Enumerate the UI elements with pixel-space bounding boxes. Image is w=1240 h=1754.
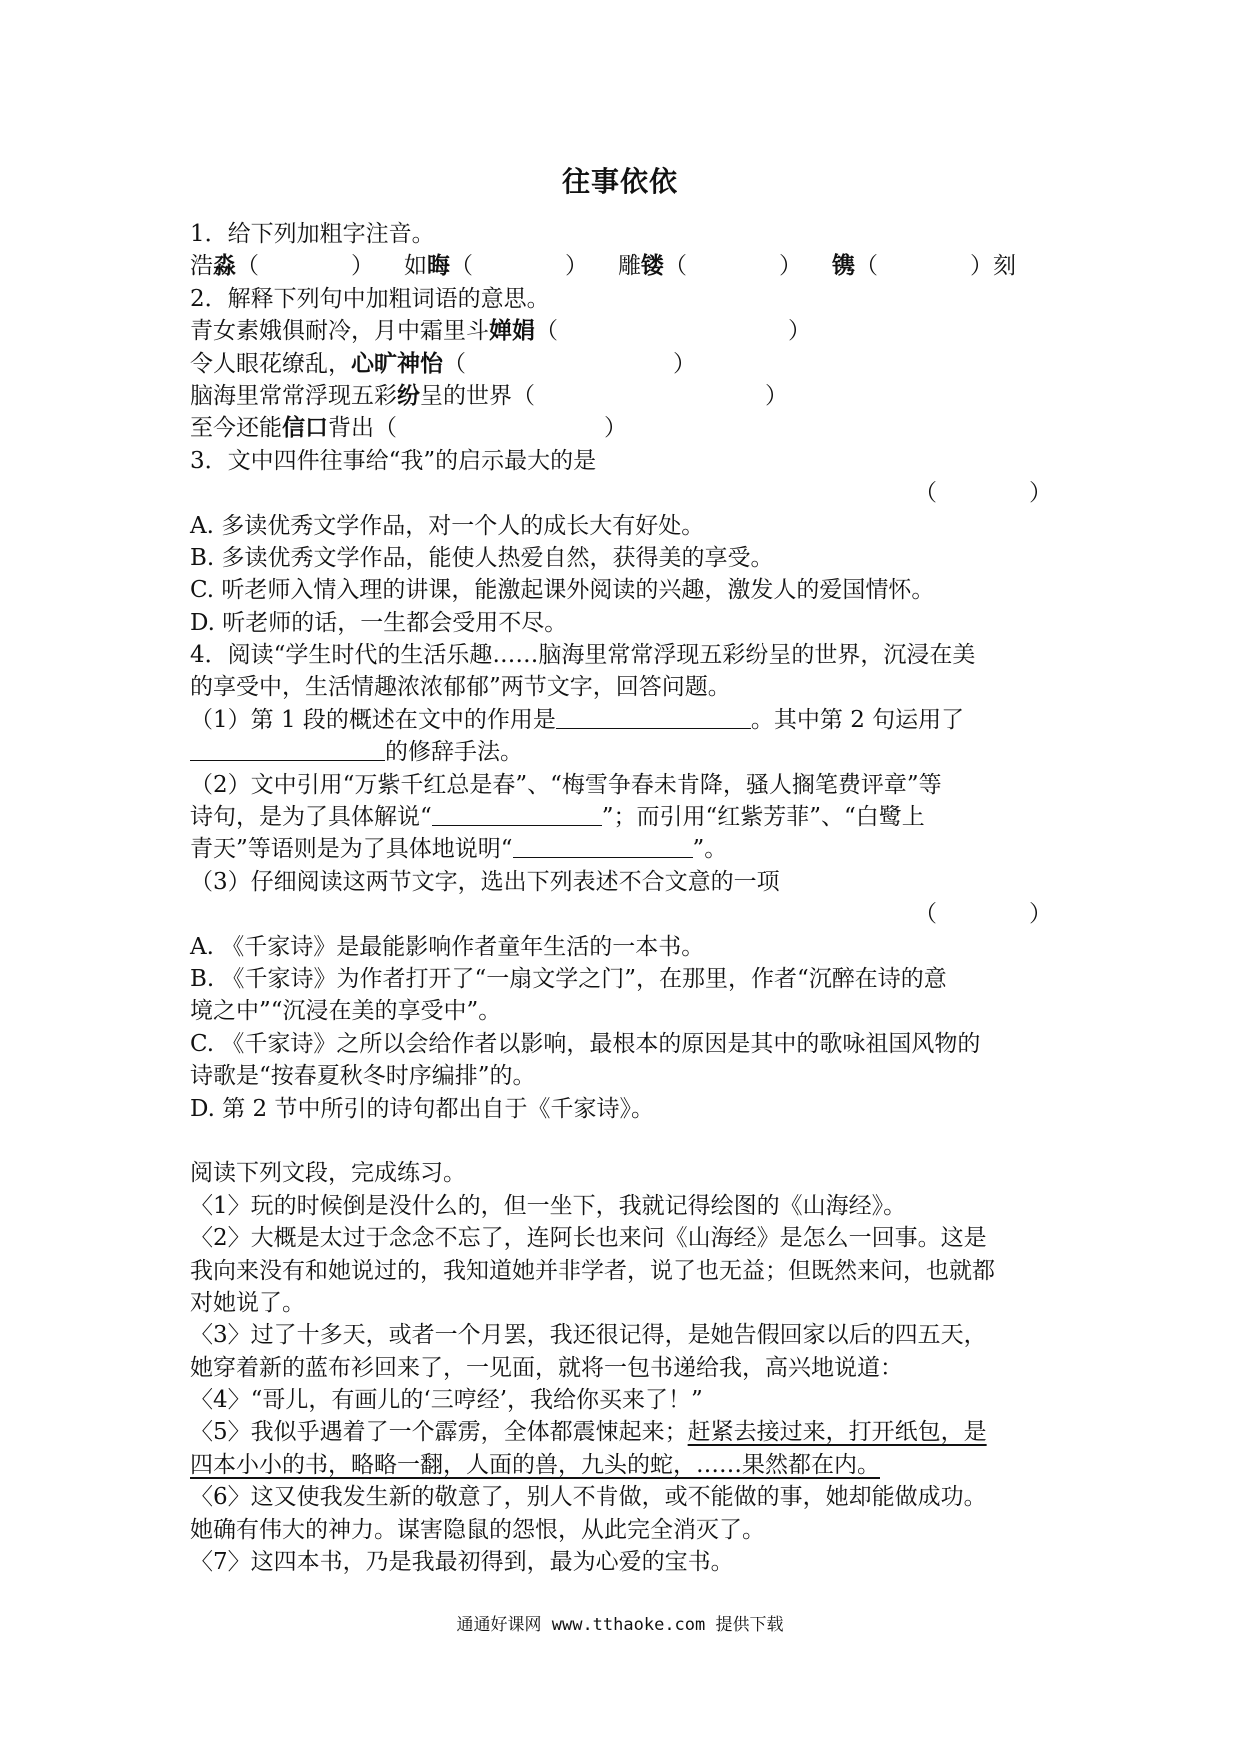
- q1-item: 镌（ ）刻: [832, 253, 1016, 280]
- q1-item: 浩淼（ ）: [190, 253, 374, 280]
- q2-line: 令人眼花缭乱，心旷神怡（ ）: [190, 350, 696, 377]
- q4-option: B. 《千家诗》为作者打开了“一扇文学之门”，在那里，作者“沉醉在诗的意: [190, 965, 947, 992]
- passage-paragraph: [190, 1449, 1060, 1481]
- q4-sub3: （3）仔细阅读这两节文字，选出下列表述不合文意的一项: [190, 868, 780, 895]
- passage-paragraph: 我向来没有和她说过的，我知道她并非学者，说了也无益；但既然来问，也就都: [190, 1257, 995, 1284]
- footer-source: 通通好课网 www.tthaoke.com 提供下载: [456, 1615, 784, 1635]
- passage-paragraph: 她穿着新的蓝布衫回来了，一见面，就将一包书递给我，高兴地说道：: [190, 1354, 903, 1381]
- q4-option: A. 《千家诗》是最能影响作者童年生活的一本书。: [190, 933, 705, 960]
- q4-prompt: 的享受中，生活情趣浓浓郁郁”两节文字，回答问题。: [190, 674, 731, 701]
- q4-sub2: （2）文中引用“万紫千红总是春”、“梅雪争春未肯降，骚人搁笔费评章”等: [190, 771, 942, 798]
- q1-prompt: 1．给下列加粗字注音。: [190, 221, 435, 247]
- q2-line: 至今还能信口背出（ ）: [190, 415, 627, 442]
- q1-items: [190, 250, 1060, 282]
- q3-option: C. 听老师入情入理的讲课，能激起课外阅读的兴趣，激发人的爱国情怀。: [190, 577, 935, 604]
- q4-option: 境之中”“沉浸在美的享受中”。: [190, 998, 502, 1025]
- q4-prompt: 4．阅读“学生时代的生活乐趣……脑海里常常浮现五彩纷呈的世界，沉浸在美: [190, 642, 976, 669]
- underlined-sentence: 四本小小的书，略略一翻，人面的兽，九头的蛇，……果然都在内。: [190, 1451, 880, 1478]
- passage-paragraph: 她确有伟大的神力。谋害隐鼠的怨恨，从此完全消灭了。: [190, 1516, 765, 1543]
- passage-paragraph: 〈6〉这又使我发生新的敬意了，别人不肯做，或不能做的事，她却能做成功。: [190, 1484, 987, 1511]
- q4-sub2-cont: 诗句，是为了具体解说“ ”；而引用“红紫芳菲”、“白鹭上: [190, 804, 925, 831]
- q1-item: 雕镂（ ）: [618, 253, 802, 280]
- q3-option: B. 多读优秀文学作品，能使人热爱自然，获得美的享受。: [190, 544, 774, 571]
- q3-option: D. 听老师的话，一生都会受用不尽。: [190, 609, 568, 636]
- q4-option: D. 第 2 节中所引的诗句都出自于《千家诗》。: [190, 1095, 654, 1122]
- q1-item: 如晦（ ）: [404, 253, 588, 280]
- q3-option: A. 多读优秀文学作品，对一个人的成长大有好处。: [190, 512, 705, 539]
- passage-paragraph: 对她说了。: [190, 1289, 305, 1316]
- q4-sub1: （1）第 1 段的概述在文中的作用是 。其中第 2 句运用了: [190, 706, 965, 733]
- worksheet-body: [190, 218, 1060, 1578]
- section-gap: [190, 1125, 1060, 1157]
- q2-line: 青女素娥俱耐冷，月中霜里斗婵娟（ ）: [190, 318, 811, 345]
- underlined-sentence: 赶紧去接过来，打开纸包，是: [687, 1419, 987, 1446]
- passage-paragraph: 〈3〉过了十多天，或者一个月罢，我还很记得，是她告假回家以后的四五天，: [190, 1322, 987, 1349]
- passage-paragraph: 〈2〉大概是太过于念念不忘了，连阿长也来问《山海经》是怎么一回事。这是: [190, 1225, 987, 1252]
- passage-paragraph: 〈4〉“哥儿，有画儿的‘三哼经’，我给你买来了！”: [190, 1387, 703, 1414]
- answer-blank[interactable]: [513, 835, 693, 858]
- q4-answer-paren: （ ）: [914, 901, 1052, 928]
- q4-option: C. 《千家诗》之所以会给作者以影响，最根本的原因是其中的歌咏祖国风物的: [190, 1030, 981, 1057]
- q4-sub1-cont: 的修辞手法。: [190, 736, 1060, 768]
- answer-blank[interactable]: [190, 738, 385, 761]
- answer-blank[interactable]: [556, 706, 751, 729]
- passage-paragraph: 〈7〉这四本书，乃是我最初得到，最为心爱的宝书。: [190, 1549, 734, 1576]
- q4-sub2-cont: 青天”等语则是为了具体地说明“ ”。: [190, 836, 728, 863]
- q2-prompt: 2．解释下列句中加粗词语的意思。: [190, 285, 550, 312]
- passage-paragraph: 〈1〉玩的时候倒是没什么的，但一坐下，我就记得绘图的《山海经》。: [190, 1192, 907, 1219]
- answer-blank[interactable]: [432, 803, 602, 826]
- page-title: 往事依依: [561, 165, 678, 198]
- reading-prompt: 阅读下列文段，完成练习。: [190, 1160, 466, 1187]
- q4-option: 诗歌是“按春夏秋冬时序编排”的。: [190, 1063, 536, 1090]
- q3-prompt: 3．文中四件往事给“我”的启示最大的是: [190, 447, 597, 474]
- q2-line: 脑海里常常浮现五彩纷呈的世界（ ）: [190, 382, 788, 409]
- q3-answer-paren: （ ）: [914, 480, 1052, 507]
- passage-paragraph: 〈5〉我似乎遇着了一个霹雳，全体都震悚起来；赶紧去接过来，打开纸包，是: [190, 1419, 987, 1446]
